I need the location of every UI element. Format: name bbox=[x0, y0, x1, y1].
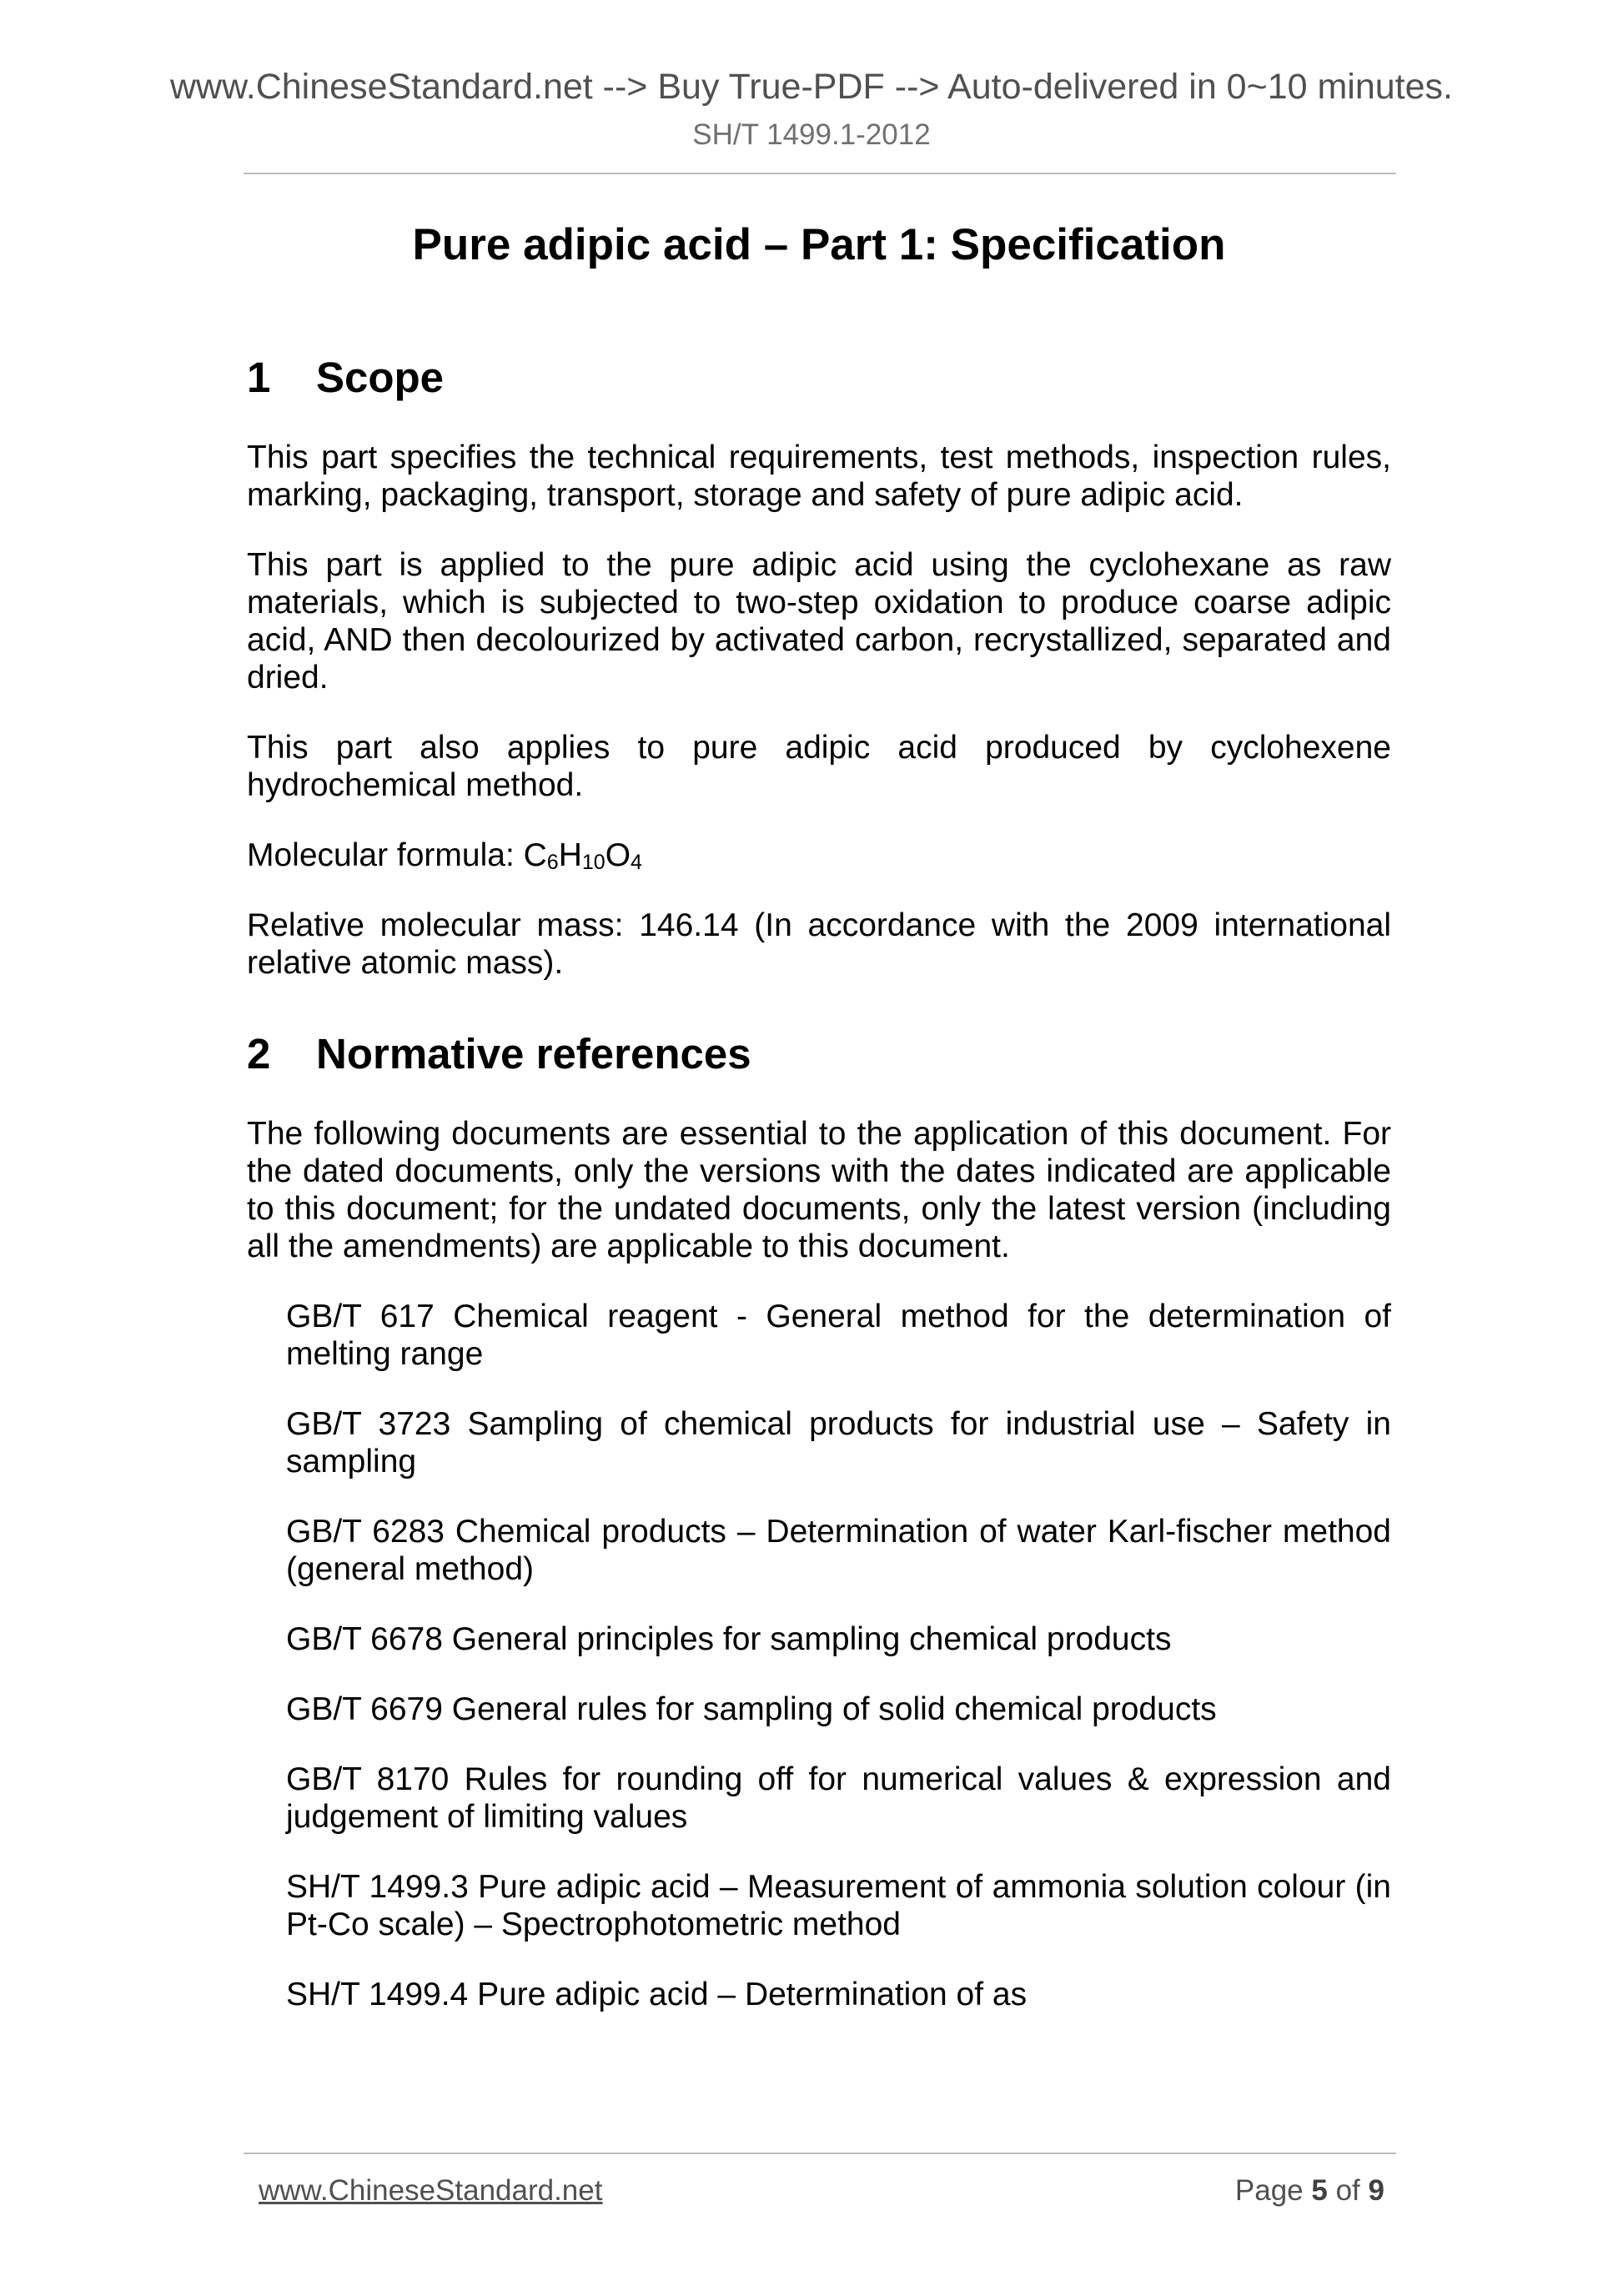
reference-item: GB/T 6679 General rules for sampling of solid chemical products bbox=[286, 1691, 1217, 1727]
reference-item: GB/T 3723 Sampling of chemical products for industrial use – Safety in sampling bbox=[286, 1406, 1391, 1480]
scope-paragraph: This part is applied to the pure adipic acid using the cyclohexane as raw materials, which is subjected to two-step oxidation to produce coarse adipic acid, AND then decolourized by activated carbon, recrystallized, separated and dried. bbox=[247, 547, 1391, 696]
section-heading-normative-references bbox=[247, 1028, 1391, 1080]
page-title: Pure adipic acid – Part 1: Specification bbox=[412, 220, 1226, 269]
formula-element: C bbox=[523, 837, 547, 873]
reference-item: GB/T 8170 Rules for rounding off for numerical values & expression and judgement of limiting values bbox=[286, 1761, 1391, 1835]
reference-item: SH/T 1499.3 Pure adipic acid – Measurement of ammonia solution colour (in Pt-Co scale) – Spectrophotometric method bbox=[286, 1869, 1391, 1942]
current-page-number: 5 bbox=[1311, 2174, 1328, 2207]
formula-subscript: 4 bbox=[631, 851, 642, 874]
page-of: of bbox=[1335, 2174, 1360, 2207]
standard-code: SH/T 1499.1-2012 bbox=[692, 118, 931, 151]
molecular-formula bbox=[247, 837, 1391, 874]
section-title: Scope bbox=[316, 354, 445, 401]
references-intro: The following documents are essential to the application of this document. For the dated documents, only the versions with the dates indicated are applicable to this document; for the undated documents, only the latest version (including all the amendments) are applicable to this document. bbox=[247, 1116, 1391, 1264]
formula-subscript: 10 bbox=[581, 851, 605, 874]
page-indicator bbox=[1235, 2173, 1384, 2208]
section-number: 1 bbox=[247, 354, 271, 401]
section-heading-scope bbox=[247, 352, 1391, 404]
footer-website-link[interactable]: www.ChineseStandard.net bbox=[259, 2174, 603, 2207]
page-word: Page bbox=[1234, 2174, 1304, 2207]
formula-element: H bbox=[558, 837, 582, 873]
document-body bbox=[247, 219, 1391, 2046]
section-title: Normative references bbox=[316, 1030, 751, 1078]
reference-item: GB/T 6678 General principles for sampling chemical products bbox=[286, 1621, 1172, 1657]
molecular-mass: Relative molecular mass: 146.14 (In accordance with the 2009 international relative atomic mass). bbox=[247, 907, 1391, 981]
section-number: 2 bbox=[247, 1030, 271, 1078]
reference-item: SH/T 1499.4 Pure adipic acid – Determination of as bbox=[286, 1977, 1028, 2012]
reference-item: GB/T 617 Chemical reagent - General method for the determination of melting range bbox=[286, 1299, 1391, 1372]
formula-subscript: 6 bbox=[546, 851, 559, 874]
reference-item: GB/T 6283 Chemical products – Determination of water Karl-fischer method (general method) bbox=[286, 1514, 1391, 1587]
header-divider bbox=[244, 173, 1396, 174]
footer-divider bbox=[244, 2153, 1396, 2154]
formula-label: Molecular formula: bbox=[247, 837, 524, 873]
scope-paragraph: This part also applies to pure adipic acid produced by cyclohexene hydrochemical method. bbox=[247, 730, 1391, 803]
formula-element: O bbox=[605, 837, 631, 873]
promo-banner[interactable]: www.ChineseStandard.net --> Buy True-PDF --> Auto-delivered in 0~10 minutes. bbox=[169, 67, 1453, 107]
scope-paragraph: This part specifies the technical requirements, test methods, inspection rules, marking, packaging, transport, storage and safety of pure adipic acid. bbox=[247, 440, 1391, 513]
total-pages: 9 bbox=[1368, 2174, 1384, 2207]
